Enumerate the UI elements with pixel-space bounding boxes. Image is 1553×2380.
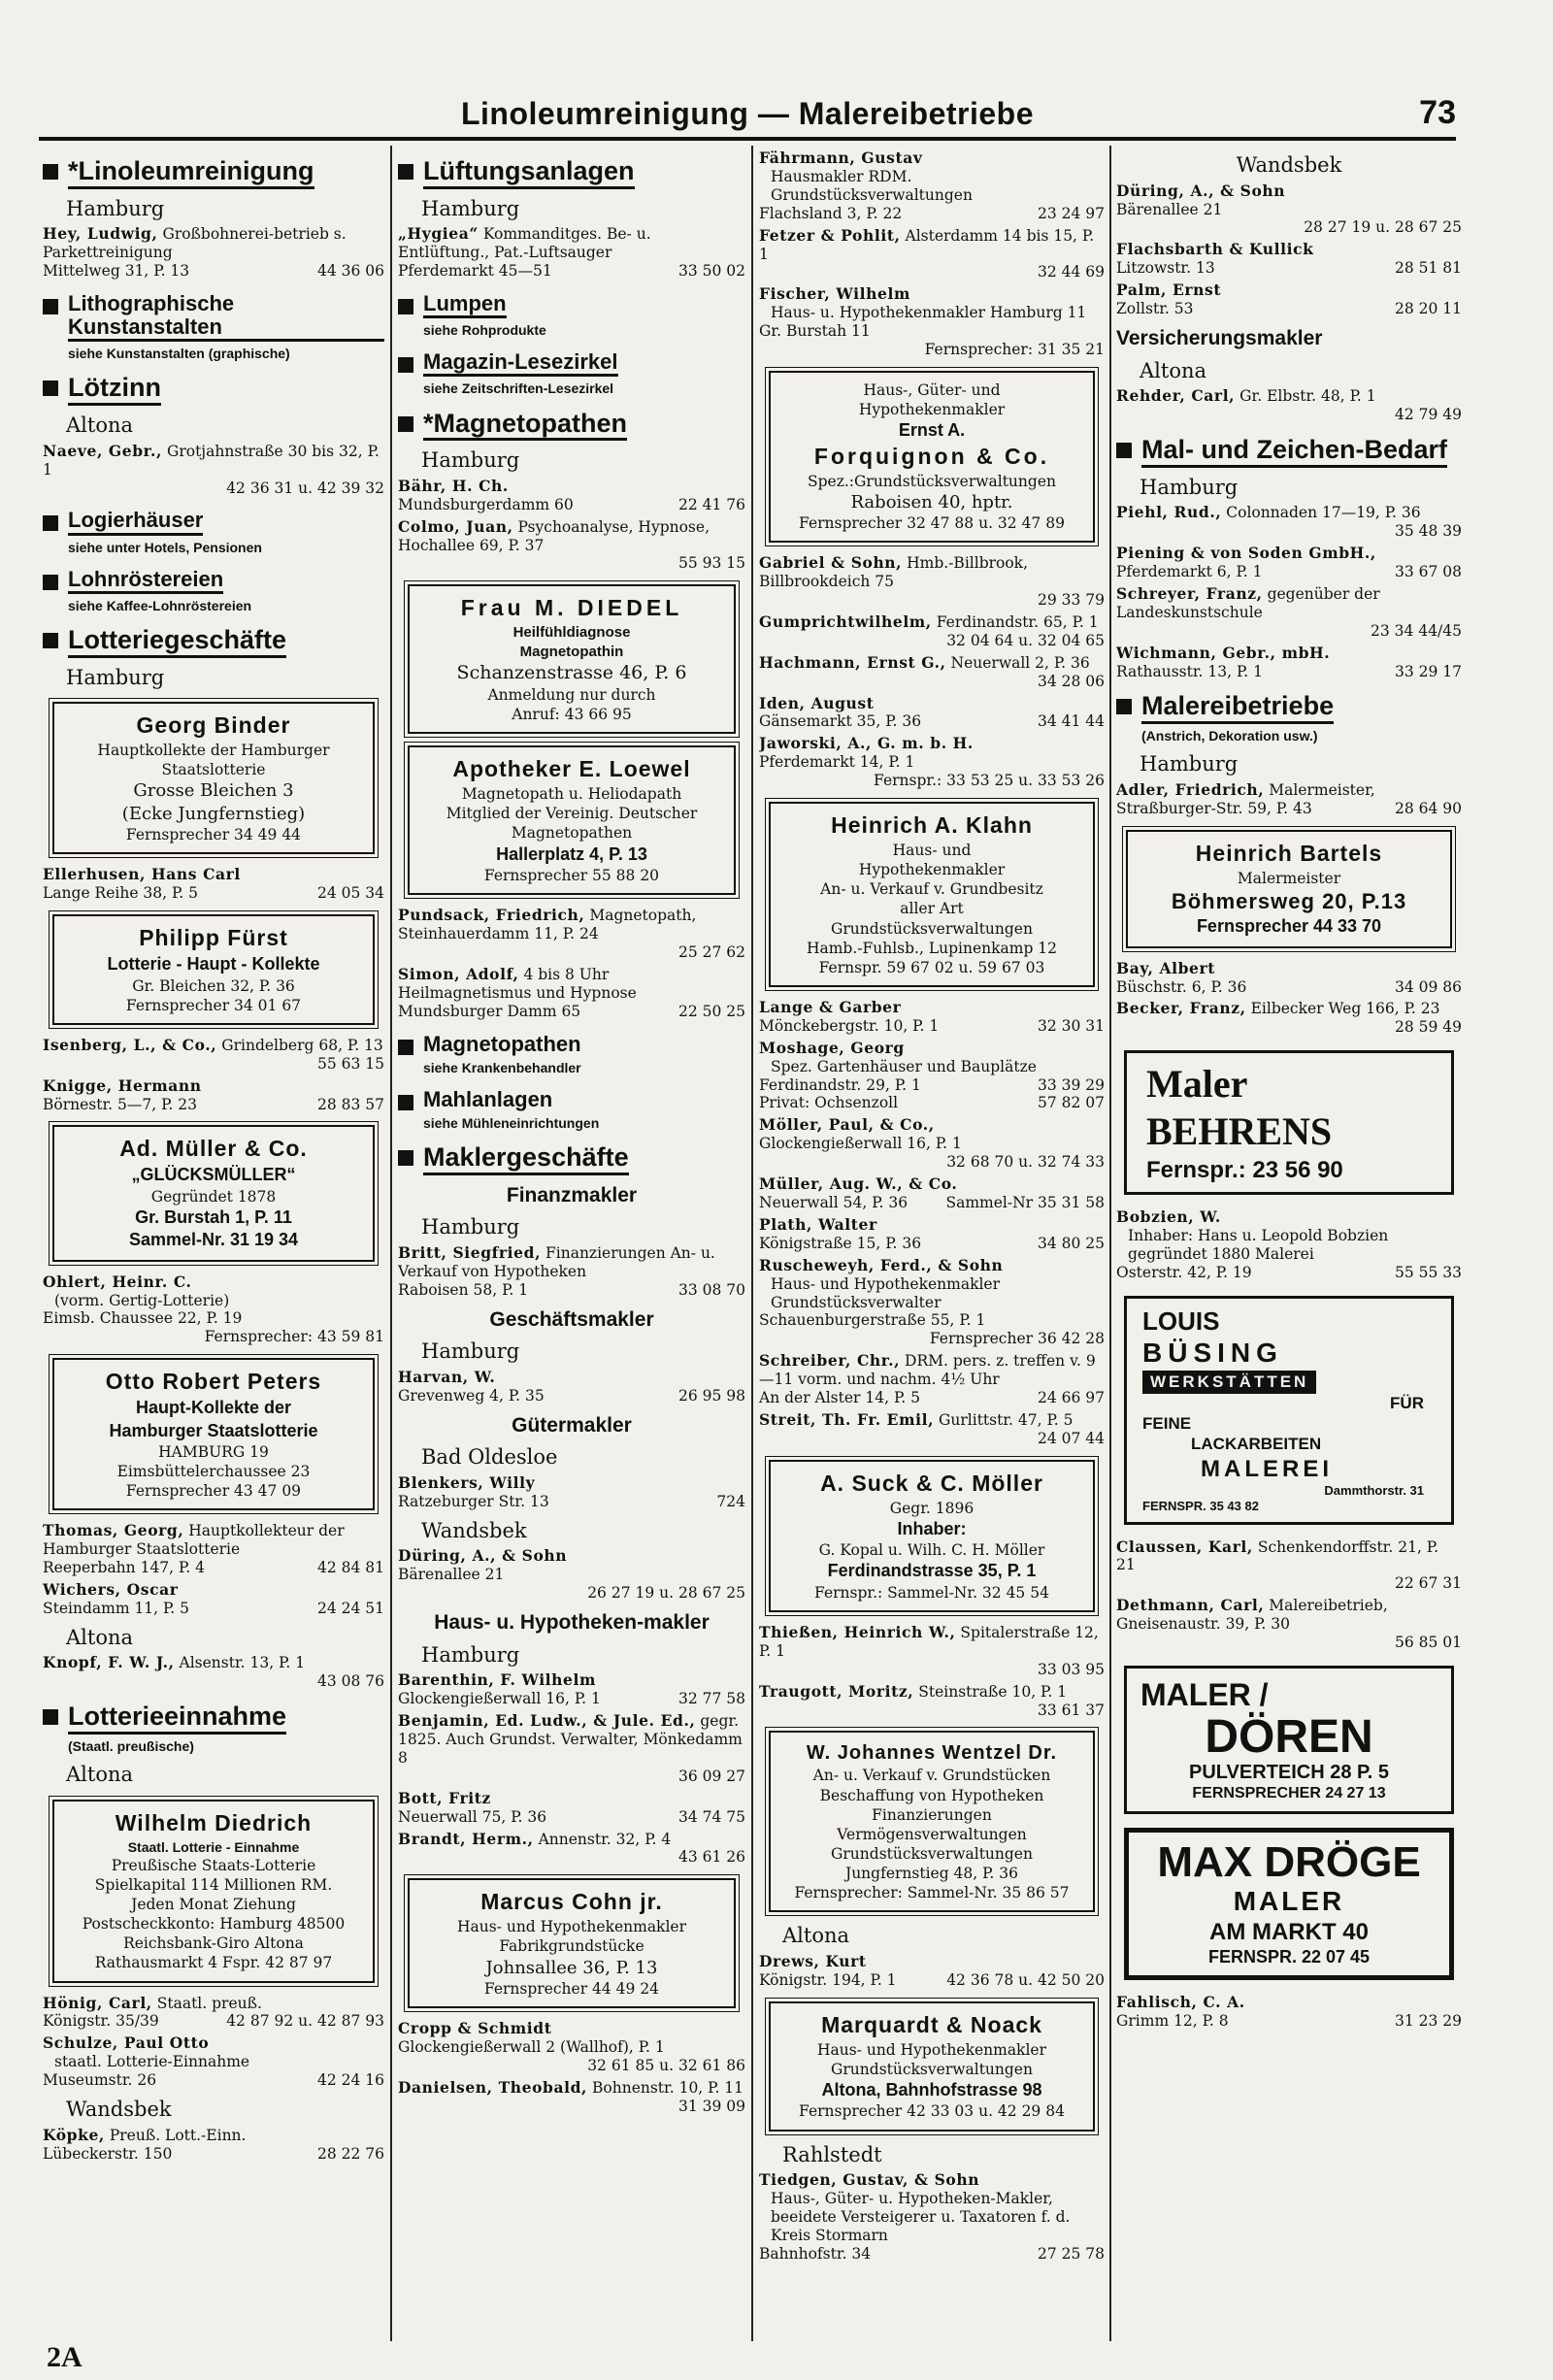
entry: Harvan, W. Grevenweg 4, P. 35 26 95 98 (398, 1367, 745, 1405)
city-heading: Bad Oldesloe (421, 1445, 558, 1470)
entry: Hey, Ludwig, Großbohnerei-betrieb s. Parkettreinigung Mittelweg 31, P. 13 44 36 06 (43, 224, 384, 281)
entry: Fetzer & Pohlit, Alsterdamm 14 bis 15, P. 1 32 44 69 (759, 225, 1105, 281)
section-heading: *Linoleumreinigung (43, 157, 384, 189)
advertisement-box: Heinrich Bartels Malermeister Böhmersweg 20, P.13 Fernsprecher 44 33 70 (1126, 830, 1452, 948)
section-heading: Lumpen (398, 292, 745, 318)
bullet-square-icon (1116, 443, 1132, 458)
column-3 (759, 146, 1105, 2341)
entry: Ellerhusen, Hans Carl Lange Reihe 38, P. 5 24 05 34 (43, 865, 384, 903)
entry: Köpke, Preuß. Lott.-Einn. Lübeckerstr. 150 28 22 76 (43, 2125, 384, 2163)
bullet-square-icon (43, 1709, 58, 1725)
entry: Bay, Albert Büschstr. 6, P. 36 34 09 86 (1116, 958, 1462, 996)
bullet-square-icon (398, 357, 413, 373)
entry: Moshage, Georg Spez. Gartenhäuser und Bauplätze Ferdinandstr. 29, P. 1 33 39 29 Privat: Ochsenzoll 57 82 07 (759, 1038, 1105, 1112)
city-heading: Hamburg (421, 1215, 520, 1240)
bullet-square-icon (398, 1150, 413, 1166)
entry: Bähr, H. Ch. Mundsburgerdamm 60 22 41 76 (398, 476, 745, 513)
city-heading: Hamburg (66, 196, 165, 220)
section-heading: Mal- und Zeichen-Bedarf (1116, 436, 1462, 468)
section-heading: Magnetopathen (398, 1033, 745, 1056)
entry: Rehder, Carl, Gr. Elbstr. 48, P. 1 42 79 49 (1116, 386, 1462, 424)
subsection-heading: Geschäftsmakler (489, 1307, 654, 1331)
subsection-heading: Haus- u. Hypotheken-makler (434, 1611, 710, 1635)
section-heading: Lotterieeinnahme (43, 1702, 384, 1735)
entry: „Hygiea“ Kommanditges. Be- u. Entlüftung., Pat.-Luftsauger Pferdemarkt 45—51 33 50 02 (398, 224, 745, 281)
entry: Benjamin, Ed. Ludw., & Jule. Ed., gegr. 1825. Auch Grundst. Verwalter, Mönkedamm 8 36 09 27 (398, 1711, 745, 1785)
advertisement-doren: MALER / DÖREN PULVERTEICH 28 P. 5 FERNSPRECHER 24 27 13 (1124, 1666, 1454, 1814)
advertisement-box: A. Suck & C. Möller Gegr. 1896 Inhaber: G. Kopal u. Wilh. C. H. Möller Ferdinandstrasse 35, P. 1 Fernspr.: Sammel-Nr. 32 45 54 (769, 1460, 1095, 1612)
advertisement-box: Haus-, Güter- und Hypothekenmakler Ernst A. Forquignon & Co. Spez.:Grundstücksverwaltungen Raboisen 40, hptr. Fernsprecher 32 47 88 u. 32 47 89 (769, 371, 1095, 543)
entry: Piehl, Rud., Colonnaden 17—19, P. 36 35 48 39 (1116, 503, 1462, 541)
entry: Brandt, Herm., Annenstr. 32, P. 4 43 61 26 (398, 1829, 745, 1867)
entry: Knopf, F. W. J., Alsenstr. 13, P. 1 43 08 76 (43, 1653, 384, 1691)
city-heading: Altona (66, 413, 134, 438)
entry: Wichmann, Gebr., mbH. Rathausstr. 13, P. 1 33 29 17 (1116, 643, 1462, 680)
section-note: siehe Mühleneinrichtungen (423, 1114, 600, 1131)
advertisement-droege: MAX DRÖGE MALER AM MARKT 40 FERNSPR. 22 07 45 (1124, 1828, 1454, 1981)
bullet-square-icon (43, 380, 58, 396)
bullet-square-icon (43, 575, 58, 590)
bullet-square-icon (398, 1095, 413, 1110)
city-heading: Hamburg (421, 448, 520, 473)
section-heading: Maklergeschäfte (398, 1143, 745, 1175)
entry: Schreiber, Chr., DRM. pers. z. treffen v. 9—11 vorm. und nachm. 4½ Uhr An der Alster 14, P. 5 24 66 97 (759, 1351, 1105, 1407)
advertisement-box: Philipp Fürst Lotterie - Haupt - Kollekte Gr. Bleichen 32, P. 36 Fernsprecher 34 01 67 (52, 914, 375, 1025)
advertisement-behrens: Maler BEHRENS Fernspr.: 23 56 90 (1124, 1050, 1454, 1195)
entry: Fährmann, Gustav Hausmakler RDM. Grundstücksverwaltungen Flachsland 3, P. 22 23 24 97 (759, 149, 1105, 222)
entry: Bobzien, W. Inhaber: Hans u. Leopold Bobzien gegründet 1880 Malerei Osterstr. 42, P. 19 55 55 33 (1116, 1207, 1462, 1281)
bullet-square-icon (398, 299, 413, 314)
section-note: (Anstrich, Dekoration usw.) (1141, 728, 1318, 744)
section-note: siehe Krankenbehandler (423, 1059, 581, 1075)
entry: Flachsbarth & Kullick Litzowstr. 13 28 51 81 (1116, 240, 1462, 278)
column-4 (1116, 146, 1462, 2341)
entry: Gumprichtwilhelm, Ferdinandstr. 65, P. 1 32 04 64 u. 32 04 65 (759, 612, 1105, 649)
entry: Ohlert, Heinr. C. (vorm. Gertig-Lotterie) Eimsb. Chaussee 22, P. 19 Fernsprecher: 43 59 81 (43, 1272, 384, 1346)
entry: Pundsack, Friedrich, Magnetopath, Steinhauerdamm 11, P. 24 25 27 62 (398, 906, 745, 961)
city-heading: Hamburg (421, 1642, 520, 1667)
entry: Adler, Friedrich, Malermeister, Straßburger-Str. 59, P. 43 28 64 90 (1116, 779, 1462, 817)
bullet-square-icon (43, 633, 58, 648)
advertisement-box: Ad. Müller & Co. „GLÜCKSMÜLLER“ Gegründet 1878 Gr. Burstah 1, P. 11 Sammel-Nr. 31 19 34 (52, 1125, 375, 1261)
entry: Hachmann, Ernst G., Neuerwall 2, P. 36 34 28 06 (759, 652, 1105, 690)
entry: Streit, Th. Fr. Emil, Gurlittstr. 47, P. 5 24 07 44 (759, 1409, 1105, 1447)
section-heading: Lohnröstereien (43, 568, 384, 594)
entry: Fahlisch, C. A. Grimm 12, P. 8 31 23 29 (1116, 1993, 1462, 2031)
city-heading: Hamburg (1140, 475, 1239, 499)
section-heading: Malereibetriebe (1116, 692, 1462, 724)
subsection-heading: Finanzmakler (506, 1183, 638, 1207)
section-heading: Lüftungsanlagen (398, 157, 745, 189)
entry: Schreyer, Franz, gegenüber der Landeskunstschule 23 34 44/45 (1116, 583, 1462, 640)
section-note: siehe unter Hotels, Pensionen (68, 539, 262, 555)
section-heading: *Magnetopathen (398, 410, 745, 442)
entry: Gabriel & Sohn, Hmb.-Billbrook, Billbrookdeich 75 29 33 79 (759, 553, 1105, 610)
section-heading: Mahlanlagen (398, 1088, 745, 1111)
page-number: 73 (1419, 94, 1456, 131)
entry: Lange & Garber Mönckebergstr. 10, P. 1 32 30 31 (759, 997, 1105, 1035)
entry: Barenthin, F. Wilhelm Glockengießerwall 16, P. 1 32 77 58 (398, 1670, 745, 1708)
column-1 (43, 146, 384, 2341)
bullet-square-icon (1116, 699, 1132, 714)
subsection-heading: Versicherungsmakler (1116, 326, 1323, 349)
section-note: siehe Rohprodukte (423, 322, 546, 339)
section-heading: Lithographische Kunstanstalten (43, 292, 384, 342)
section-note: siehe Kaffee-Lohnröstereien (68, 597, 252, 613)
advertisement-box: Marcus Cohn jr. Haus- und Hypothekenmakler Fabrikgrundstücke Johnsallee 36, P. 13 Fernsprecher 44 49 24 (408, 1878, 736, 2008)
entry: Plath, Walter Königstraße 15, P. 36 34 80 25 (759, 1214, 1105, 1252)
section-heading: Magazin-Lesezirkel (398, 350, 745, 377)
entry: Traugott, Moritz, Steinstraße 10, P. 1 33 61 37 (759, 1681, 1105, 1719)
column-rule (390, 146, 392, 2341)
entry: Danielsen, Theobald, Bohnenstr. 10, P. 11 31 39 09 (398, 2077, 745, 2115)
entry: Simon, Adolf, 4 bis 8 Uhr Heilmagnetismus und Hypnose Mundsburger Damm 65 22 50 25 (398, 964, 745, 1020)
entry: Bott, Fritz Neuerwall 75, P. 36 34 74 75 (398, 1788, 745, 1826)
bullet-square-icon (43, 515, 58, 531)
entry: Naeve, Gebr., Grotjahnstraße 30 bis 32, P. 1 42 36 31 u. 42 39 32 (43, 441, 384, 497)
advertisement-box: Heinrich A. Klahn Haus- und Hypothekenmakler An- u. Verkauf v. Grundbesitz aller Art Grundstücksverwaltungen Hamb.-Fuhlsb., Lupinenkamp 12 Fernspr. 59 67 02 u. 59 67 03 (769, 802, 1095, 987)
city-heading: Hamburg (421, 196, 520, 220)
advertisement-box: Georg Binder Hauptkollekte der Hamburger Staatslotterie Grosse Bleichen 3 (Ecke Jungfernstieg) Fernsprecher 34 49 44 (52, 702, 375, 854)
bullet-square-icon (398, 164, 413, 180)
column-rule (751, 146, 753, 2341)
advertisement-box: Otto Robert Peters Haupt-Kollekte der Hamburger Staatslotterie HAMBURG 19 Eimsbüttelerchaussee 23 Fernsprecher 43 47 09 (52, 1358, 375, 1510)
entry: Cropp & Schmidt Glockengießerwall 2 (Wallhof), P. 1 32 61 85 u. 32 61 86 (398, 2019, 745, 2074)
entry: Britt, Siegfried, Finanzierungen An- u. Verkauf von Hypotheken Raboisen 58, P. 1 33 08 70 (398, 1242, 745, 1299)
city-heading: Altona (1140, 358, 1207, 382)
entry: Claussen, Karl, Schenkendorffstr. 21, P. 21 22 67 31 (1116, 1537, 1462, 1593)
entry: Wichers, Oscar Steindamm 11, P. 5 24 24 51 (43, 1580, 384, 1617)
bullet-square-icon (398, 1040, 413, 1055)
entry: Düring, A., & Sohn Bärenallee 21 26 27 19 u. 28 67 25 (398, 1546, 745, 1603)
section-note: siehe Kunstanstalten (graphische) (68, 346, 290, 362)
printer-signature: 2A (47, 2341, 83, 2373)
entry: Blenkers, Willy Ratzeburger Str. 13 724 (398, 1472, 745, 1510)
column-rule (1109, 146, 1111, 2341)
subsection-heading: Gütermakler (512, 1413, 632, 1437)
city-heading: Hamburg (66, 665, 165, 689)
entry: Thießen, Heinrich W., Spitalerstraße 12, P. 1 33 03 95 (759, 1622, 1105, 1678)
section-note: (Staatl. preußische) (68, 1737, 194, 1754)
city-heading: Hamburg (421, 1339, 520, 1364)
entry: Colmo, Juan, Psychoanalyse, Hypnose, Hochallee 69, P. 37 55 93 15 (398, 516, 745, 573)
section-heading: Lötzinn (43, 374, 384, 406)
section-heading: Logierhäuser (43, 509, 384, 535)
entry: Düring, A., & Sohn Bärenallee 21 28 27 19 u. 28 67 25 (1116, 181, 1462, 237)
column-2 (398, 146, 745, 2341)
bullet-square-icon (398, 416, 413, 432)
entry: Ruscheweyh, Ferd., & Sohn Haus- und Hypothekenmakler Grundstücksverwalter Schauenburgerstraße 55, P. 1 Fernsprecher 36 42 28 (759, 1255, 1105, 1348)
advertisement-box: Apotheker E. Loewel Magnetopath u. Heliodapath Mitglied der Vereinig. Deutscher Magnetopathen Hallerplatz 4, P. 13 Fernsprecher 55 88 20 (408, 745, 736, 895)
entry: Isenberg, L., & Co., Grindelberg 68, P. 13 55 63 15 (43, 1035, 384, 1073)
advertisement-busing: LOUIS BÜSING WERKSTÄTTEN FÜR FEINE LACKARBEITEN MALEREI Dammthorstr. 31 FERNSPR. 35 43 82 (1124, 1296, 1454, 1525)
entry: Jaworski, A., G. m. b. H. Pferdemarkt 14, P. 1 Fernspr.: 33 53 25 u. 33 53 26 (759, 734, 1105, 790)
entry: Palm, Ernst Zollstr. 53 28 20 11 (1116, 281, 1462, 318)
advertisement-box: Marquardt & Noack Haus- und Hypothekenmakler Grundstücksverwaltungen Altona, Bahnhofstrasse 98 Fernsprecher 42 33 03 u. 42 29 84 (769, 2001, 1095, 2132)
entry: Drews, Kurt Königstr. 194, P. 1 42 36 78 u. 42 50 20 (759, 1952, 1105, 1989)
advertisement-box: W. Johannes Wentzel Dr. An- u. Verkauf v. Grundstücken Beschaffung von Hypotheken Finanzierungen Vermögensverwaltungen Grundstücksverwaltungen Jungfernstieg 48, P. 36 Fernsprecher: Sammel-Nr. 35 86 57 (769, 1731, 1095, 1912)
section-note: siehe Zeitschriften-Lesezirkel (423, 380, 614, 397)
advertisement-box: Frau M. DIEDEL Heilfühldiagnose Magnetopathin Schanzenstrasse 46, P. 6 Anmeldung nur durch Anruf: 43 66 95 (408, 584, 736, 734)
entry: Dethmann, Carl, Malereibetrieb, Gneisenaustr. 39, P. 30 56 85 01 (1116, 1596, 1462, 1652)
entry: Müller, Aug. W., & Co. Neuerwall 54, P. 36 Sammel-Nr 35 31 58 (759, 1174, 1105, 1212)
entry: Piening & von Soden GmbH., Pferdemarkt 6, P. 1 33 67 08 (1116, 544, 1462, 580)
entry: Knigge, Hermann Börnestr. 5—7, P. 23 28 83 57 (43, 1075, 384, 1113)
bullet-square-icon (43, 299, 58, 314)
entry: Hönig, Carl, Staatl. preuß. Königstr. 35/39 42 87 92 u. 42 87 93 (43, 1993, 384, 2031)
city-heading: Altona (66, 1625, 134, 1649)
entry: Schulze, Paul Otto staatl. Lotterie-Einnahme Museumstr. 26 42 24 16 (43, 2033, 384, 2090)
entry: Becker, Franz, Eilbecker Weg 166, P. 23 28 59 49 (1116, 999, 1462, 1037)
page-title: Linoleumreinigung — Malereibetriebe (460, 96, 1035, 131)
entry: Iden, August Gänsemarkt 35, P. 36 34 41 44 (759, 693, 1105, 731)
city-heading: Altona (782, 1924, 850, 1948)
entry: Tiedgen, Gustav, & Sohn Haus-, Güter- u. Hypotheken-Makler, beeidete Versteigerer u. Taxatoren f. d. Kreis Stormarn Bahnhofstr. 34 27 25 78 (759, 2170, 1105, 2263)
entry: Möller, Paul, & Co., Glockengießerwall 16, P. 1 32 68 70 u. 32 74 33 (759, 1115, 1105, 1172)
bullet-square-icon (43, 164, 58, 180)
city-heading: Wandsbek (421, 1518, 527, 1542)
city-heading: Hamburg (1140, 752, 1239, 777)
page-header (39, 92, 1456, 141)
city-heading: Altona (66, 1763, 134, 1787)
section-heading: Lotteriegeschäfte (43, 626, 384, 658)
city-heading: Wandsbek (1236, 153, 1342, 177)
city-heading: Wandsbek (66, 2098, 172, 2122)
city-heading: Rahlstedt (782, 2142, 882, 2166)
advertisement-box: Wilhelm Diedrich Staatl. Lotterie - Einnahme Preußische Staats-Lotterie Spielkapital 114 Millionen RM. Jeden Monat Ziehung Postscheckkonto: Hamburg 48500 Reichsbank-Giro Altona Rathausmarkt 4 Fspr. 42 87 97 (52, 1800, 375, 1983)
entry: Fischer, Wilhelm Haus- u. Hypothekenmakler Hamburg 11 Gr. Burstah 11 Fernsprecher: 31 35 21 (759, 284, 1105, 359)
entry: Thomas, Georg, Hauptkollekteur der Hamburger Staatslotterie Reeperbahn 147, P. 4 42 84 81 (43, 1521, 384, 1577)
